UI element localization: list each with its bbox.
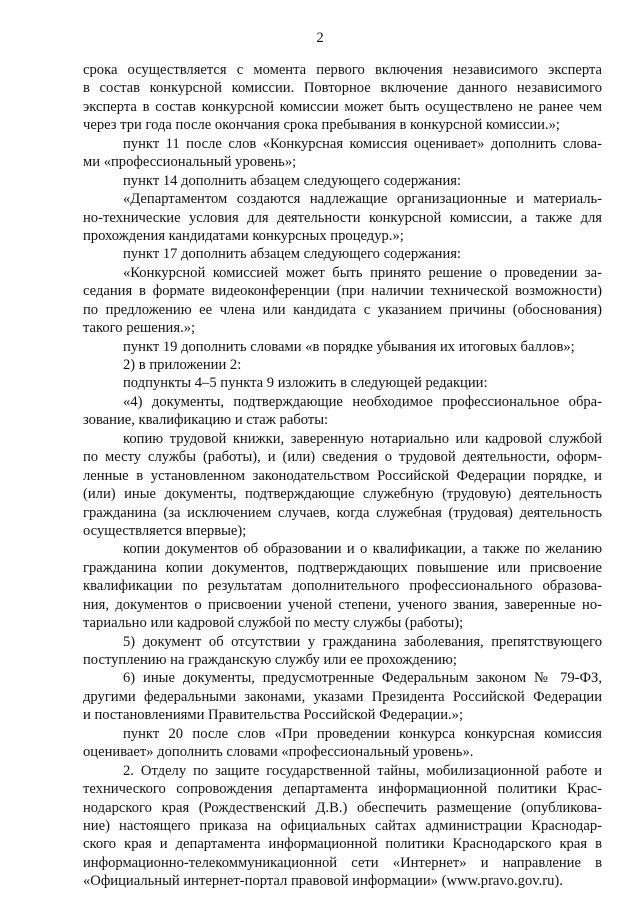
text-line: такого решения.»; [83,320,196,337]
text-line: но-технические условия для деятельности конкурсной комиссии, а также для [83,209,602,226]
text-line: «Конкурсной комиссией может быть принято решение о проведении за- [123,264,602,281]
text-line: ленные в установленном законодательством Российской Федерации порядке, и [83,467,602,484]
text-line: нодарского края (Рождественский Д.В.) обеспечить размещение (опубликова- [83,799,602,816]
text-line: «Департаментом создаются надлежащие организационные и материаль- [123,191,602,208]
text-line: копию трудовой книжки, заверенную нотариально или кадровой службой [123,430,602,447]
text-line: и постановлениями Правительства Российской Федерации.»; [83,707,464,724]
text-line: поступлению на гражданскую службу или ее прохождению; [83,652,457,668]
text-line: 2) в приложении 2: [123,357,242,373]
text-line: осуществляется впервые); [83,522,247,539]
text-line: прохождения кандидатами конкурсных процедур.»; [83,227,404,244]
text-line: (или) иные документы, подтверждающие служебную (трудовую) деятельность [83,486,602,503]
text-line: 2. Отделу по защите государственной тайны, мобилизационной работе и [123,762,602,779]
text-line: по предложению ее члена или кандидата с указанием причины (обоснования) [83,301,602,318]
text-line: пункт 19 дополнить словами «в порядке убывания их итоговых баллов»; [123,338,575,355]
text-line: технического сопровождения департамента информационной политики Крас- [83,781,602,798]
text-line: ние) настоящего приказа на официальных сайтах администрации Краснодар- [83,817,602,834]
text-line: подпункты 4–5 пункта 9 изложить в следующей редакции: [123,375,488,392]
text-line: оценивает» дополнить словами «профессиональный уровень». [83,744,474,761]
text-line: квалификации по результатам дополнительного профессионального образова- [83,578,602,595]
page-number: 2 [316,30,324,46]
text-line: седания в формате видеоконференции (при наличии технической возможности) [83,283,602,300]
text-line: срока осуществляется с момента первого включения независимого эксперта [83,62,602,78]
text-line: ского края и департамента информационной политики Краснодарского края в [83,836,602,853]
text-line: зование, квалификацию и стаж работы: [83,412,329,429]
text-line: по месту службы (работы), и (или) сведения о трудовой деятельности, оформ- [83,449,602,466]
text-line: пункт 20 после слов «При проведении конкурса конкурсная комиссия [123,725,602,742]
text-line: через три года после окончания срока пребывания в конкурсной комиссии.»; [83,117,560,134]
text-line: ми «профессиональный уровень»; [83,154,297,171]
text-line: в состав конкурсной комиссии. Повторное включение данного независимого [83,80,602,97]
text-line: гражданина копии документов, подтверждающих повышение или присвоение [83,559,602,576]
text-line: 5) документ об отсутствии у гражданина заболевания, препятствующего [123,633,602,650]
text-line: «4) документы, подтверждающие необходимое профессиональное обра- [123,393,602,410]
document-body [83,61,602,891]
text-line: ния, документов о присвоении ученой степени, ученого звания, заверенные но- [83,596,602,613]
text-line: пункт 17 дополнить абзацем следующего содержания: [123,246,462,263]
text-line: эксперта в состав конкурсной комиссии может быть осуществлено не ранее чем [83,98,602,115]
text-line: другими федеральными законами, указами Президента Российской Федерации [83,688,602,705]
text-line: тариально или кадровой службой по месту службы (работы); [83,615,464,632]
text-line: копии документов об образовании и о квалификации, а также по желанию [123,541,602,558]
text-line: пункт 14 дополнить абзацем следующего содержания: [123,172,462,189]
text-line: пункт 11 после слов «Конкурсная комиссия оценивает» дополнить слова- [123,135,602,152]
text-line: информационно-телекоммуникационной сети «Интернет» и направление в [83,854,602,871]
text-line: «Официальный интернет-портал правовой информации» (www.pravo.gov.ru). [83,873,563,890]
text-line: 6) иные документы, предусмотренные Федеральным законом № 79-ФЗ, [123,670,602,687]
text-line: гражданина (за исключением случаев, когда служебная (трудовая) деятельность [83,504,602,521]
